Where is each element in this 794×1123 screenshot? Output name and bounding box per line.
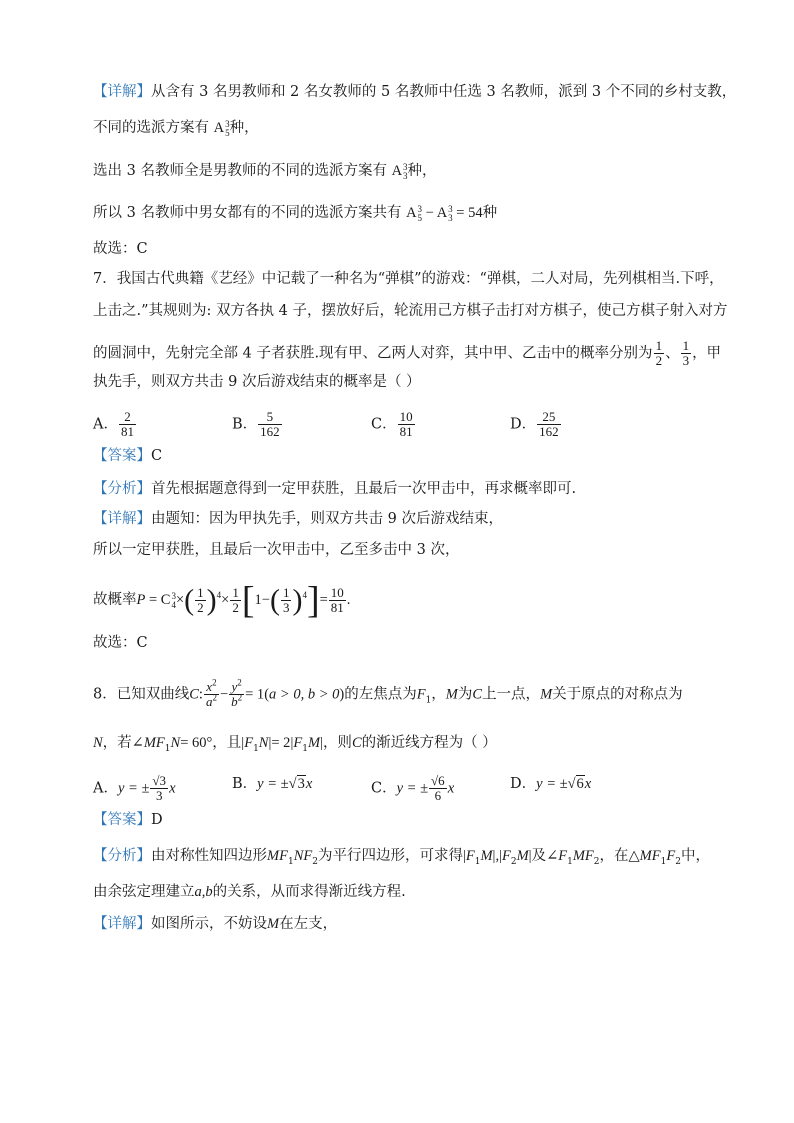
q7-option-d: D． $\frac{25}{162}$ <box>510 409 559 439</box>
q7-option-b: B． $\frac{5}{162}$ <box>232 409 280 439</box>
q6-detail-line4: 所以 3 名教师中男女都有的不同的选派方案共有 A 3 5 − A 3 3 = 54种 <box>93 203 498 223</box>
q7-stem-line3: 的圆洞中，先射完全部 4 子者获胜.现有甲、乙两人对弈，其中甲、乙击中的概率分别为 $\frac{1}{2}$ 、 $\frac{1}{3}$ ，甲 <box>93 338 722 368</box>
q7-stem-line4: 执先手，则双方共击 9 次后游戏结束的概率是（ ） <box>93 374 421 390</box>
detail-tag: 【详解】 <box>93 84 151 100</box>
q7-detail-line2: 所以一定甲获胜，且最后一次甲击中，乙至多击中 3 次， <box>93 542 460 558</box>
q7-choice: 故选：C <box>93 635 148 651</box>
q8-analysis-line2: 由余弦定理建立a,b的关系，从而求得渐近线方程. <box>93 884 406 900</box>
q7-stem-line1: 7．我国古代典籍《艺经》中记载了一种名为“弹棋”的游戏：“弹棋，二人对局，先列棋相当.下呼， <box>93 271 724 287</box>
q8-stem-line1: 8．已知双曲线C: $\frac{x^2}{a^2}$ − $\frac{y^2}{b^2}$ = 1(a > 0, b > 0)的左焦点为$F_1$，M为C上一点，M关于原点的对称点为 <box>93 677 683 709</box>
q7-detail-line1: 【详解】由题知：因为甲执先手，则双方共击 9 次后游戏结束， <box>93 511 503 527</box>
q8-answer: 【答案】D <box>93 812 163 828</box>
q6-detail-line1: 【详解】从含有 3 名男教师和 2 名女教师的 5 名教师中任选 3 名教师，派到 3 个不同的乡村支教， <box>93 84 737 100</box>
q8-option-c: C．y = ± $\frac{√6}{6}$ x <box>371 773 455 803</box>
q8-stem-line2: N，若$\angle MF_1N= 60^\circ$，且$|F_1N|= 2|F_1M|$，则C的渐近线方程为（ ） <box>93 735 497 754</box>
arrangement-expression: A 3 5 − A 3 3 = 54 <box>406 203 483 223</box>
q7-answer: 【答案】C <box>93 448 163 464</box>
arrangement-symbol: A 3 5 <box>213 118 230 138</box>
q8-detail-line1: 【详解】如图所示，不妨设M在左支， <box>93 916 338 932</box>
q8-option-d: D．y = ±√6x <box>510 776 592 792</box>
q7-stem-line2: 上击之.”其规则为: 双方各执 4 子，摆放好后，轮流用己方棋子击打对方棋子，使己方棋子射入对方 <box>93 303 728 319</box>
fraction-half: $\frac{1}{2}$ <box>655 338 663 368</box>
q6-detail-line2: 不同的选派方案有 A 3 5 种， <box>93 118 259 138</box>
arrangement-symbol: A 3 3 <box>391 161 408 181</box>
q8-option-a: A．y = ± $\frac{√3}{3}$ x <box>93 773 176 803</box>
q8-analysis-line1: 【分析】由对称性知四边形$MF_1NF_2$为平行四边形，可求得$|F_1M|,|F_2M|$及$\angle F_1MF_2$，在$\triangle MF_1F_2$中， <box>93 848 710 867</box>
q6-detail-line3: 选出 3 名教师全是男教师的不同的选派方案有 A 3 3 种， <box>93 161 437 181</box>
fraction-third: $\frac{1}{3}$ <box>682 338 690 368</box>
q7-analysis: 【分析】首先根据题意得到一定甲获胜，且最后一次甲击中，再求概率即可. <box>93 481 577 497</box>
q7-option-a: A． $\frac{2}{81}$ <box>93 409 134 439</box>
q6-choice: 故选：C <box>93 241 148 257</box>
q7-probability-formula: 故概率P = C 3 4 ×( $\frac{1}{2}$ )$^4$× $\frac{1}{2}$ [1−( $\frac{1}{3}$ )$^4$]= $\frac{10}{81}$ . <box>93 579 351 622</box>
q7-option-c: C． $\frac{10}{81}$ <box>371 409 413 439</box>
q8-option-b: B．y = ±√3x <box>232 776 313 792</box>
